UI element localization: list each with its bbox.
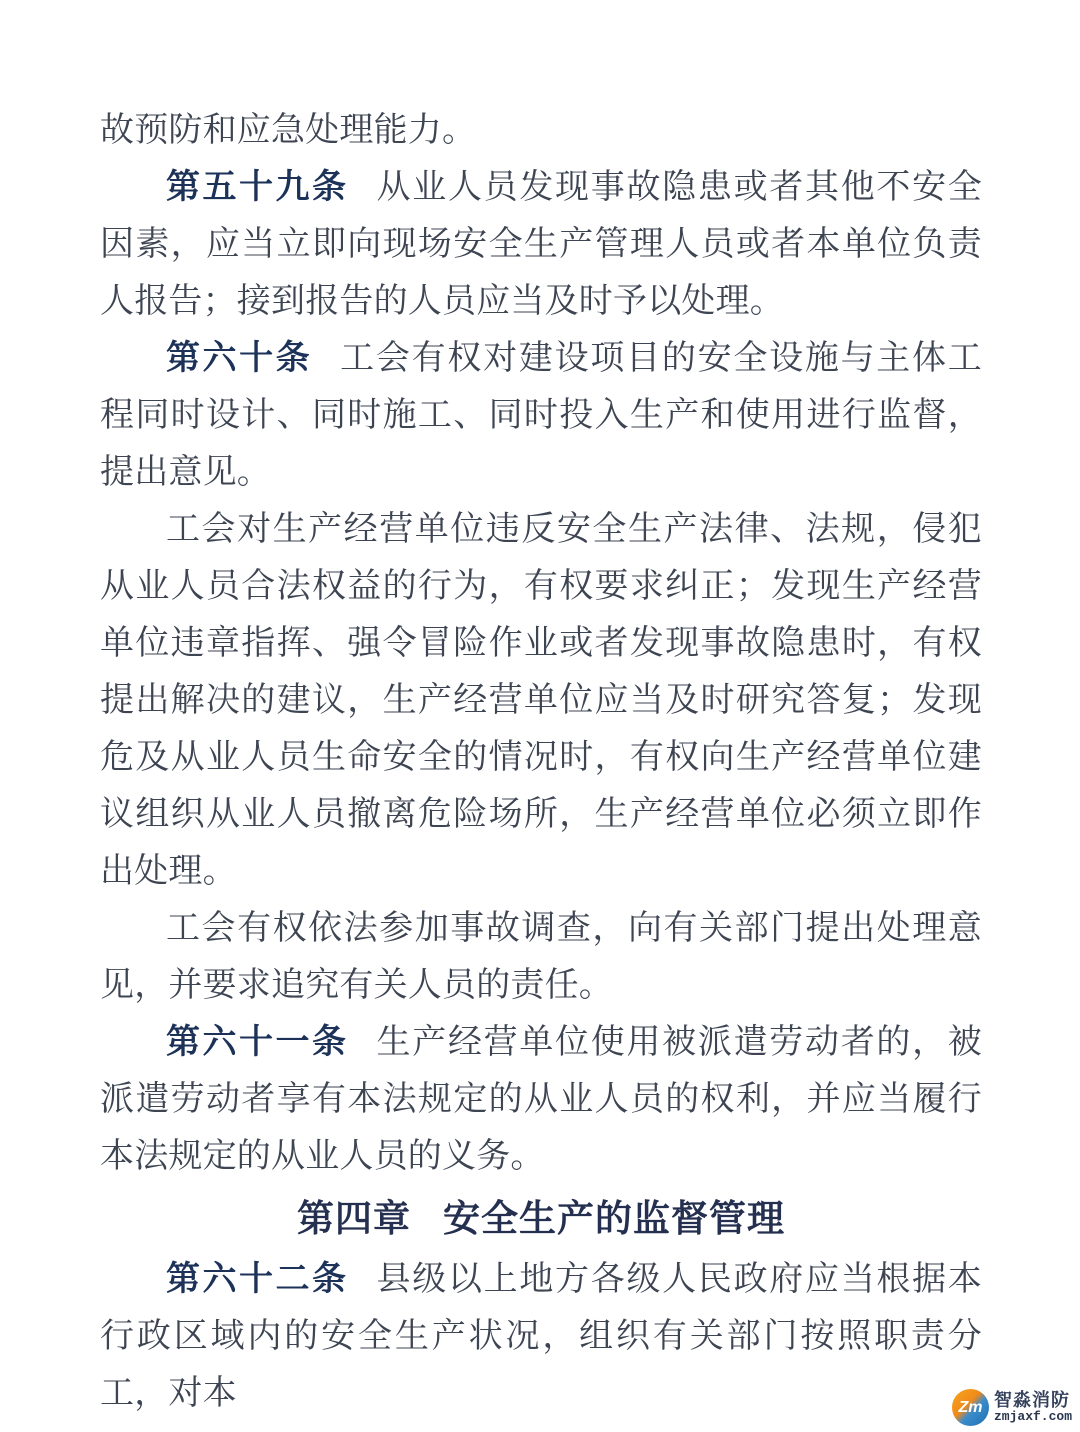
chapter-4-heading <box>100 1190 982 1247</box>
brand-text-block <box>994 1391 1072 1424</box>
brand-domain: zmjaxf.com <box>993 1409 1072 1425</box>
article-60-text: 工会有权对建设项目的安全设施与主体工程同时设计、同时施工、同时投入生产和使用进行监督，提出意见。 <box>100 340 982 491</box>
article-61-paragraph <box>100 1014 982 1185</box>
brand-name: 智淼消防 <box>993 1389 1070 1410</box>
union-rights-paragraph: 工会对生产经营单位违反安全生产法律、法规，侵犯从业人员合法权益的行为，有权要求纠正；发现生产经营单位违章指挥、强令冒险作业或者发现事故隐患时，有权提出解决的建议，生产经营单位应当及时研究答复；发现危及从业人员生命安全的情况时，有权向生产经营单位建议组织从业人员撤离危险场所，生产经营单位必须立即作出处理。 <box>100 511 982 890</box>
article-62-paragraph <box>100 1251 982 1422</box>
article-61-text: 生产经营单位使用被派遣劳动者的，被派遣劳动者享有本法规定的从业人员的权利，并应当履行本法规定的从业人员的义务。 <box>100 1024 983 1175</box>
article-59-paragraph <box>100 159 982 330</box>
article-62-number-label: 第六十二条 <box>166 1260 349 1298</box>
paragraph-continuation: 故预防和应急处理能力。 <box>100 112 477 149</box>
article-59-number-label: 第五十九条 <box>166 168 349 206</box>
article-59-text: 从业人员发现事故隐患或者其他不安全因素，应当立即向现场安全生产管理人员或者本单位负责人报告；接到报告的人员应当及时予以处理。 <box>100 169 983 320</box>
brand-watermark <box>952 1389 1072 1426</box>
brand-logo-icon: Zm <box>952 1389 989 1426</box>
article-60-paragraph <box>100 330 982 501</box>
document-body <box>100 102 982 1422</box>
chapter-number: 第四章 <box>297 1198 411 1239</box>
chapter-title: 安全生产的监督管理 <box>443 1198 785 1239</box>
article-60-number-label: 第六十条 <box>166 339 313 377</box>
article-61-number-label: 第六十一条 <box>166 1023 349 1061</box>
union-investigation-paragraph: 工会有权依法参加事故调查，向有关部门提出处理意见，并要求追究有关人员的责任。 <box>100 910 982 1004</box>
article-62-text: 县级以上地方各级人民政府应当根据本行政区域内的安全生产状况，组织有关部门按照职责分工，对本 <box>100 1261 983 1412</box>
